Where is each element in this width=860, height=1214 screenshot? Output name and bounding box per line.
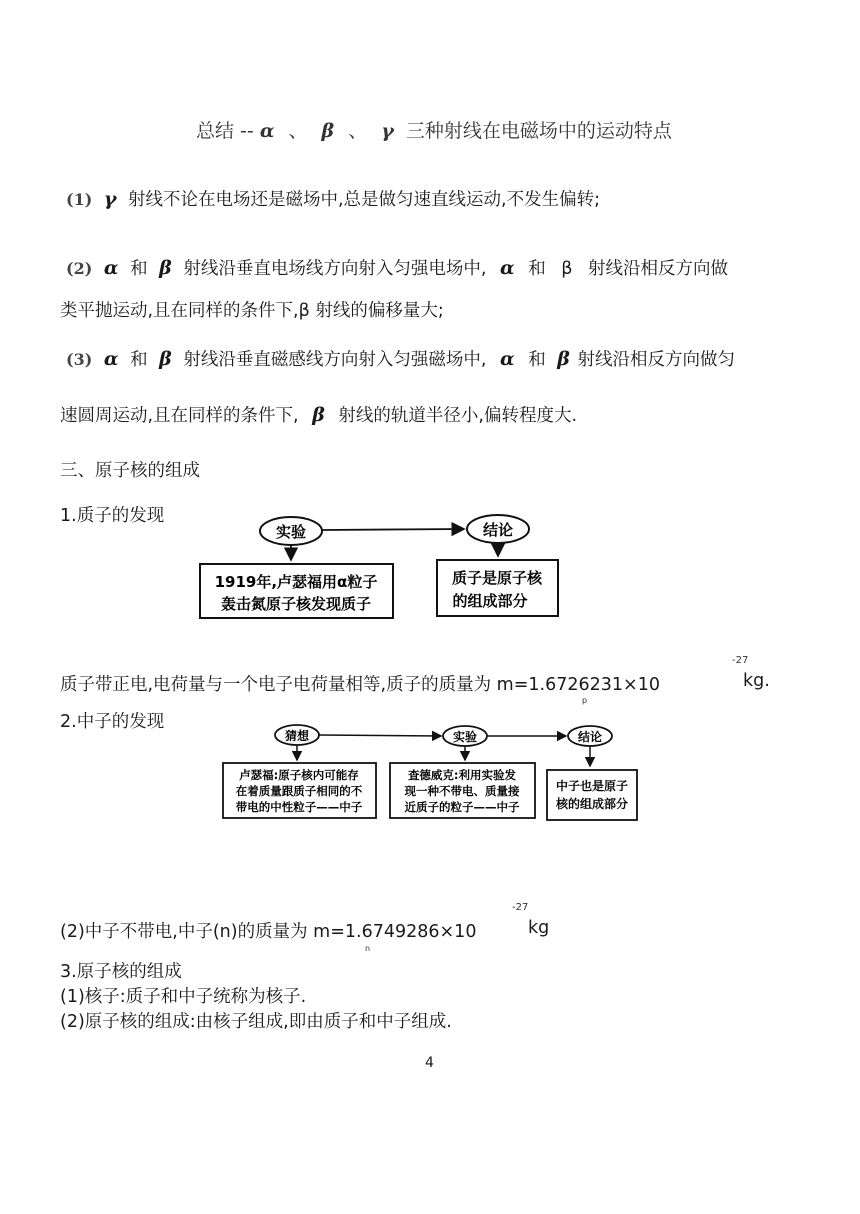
proton-subscript: p	[582, 696, 588, 705]
experiment-label: 实验	[452, 730, 478, 744]
neutron-text: (2)中子不带电,中子(n)的质量为 m	[60, 922, 331, 942]
conjunction: 和	[528, 259, 546, 279]
neutron-mass-value: =1.6749286×10	[330, 922, 477, 942]
conclusion-box-line: 核的组成部分	[555, 797, 629, 811]
proton-mass-value: =1.6726231×10	[513, 675, 660, 695]
neutron-mass-unit: kg	[528, 918, 550, 938]
alpha-symbol: α	[103, 257, 119, 279]
neutron-mass-text	[60, 918, 476, 943]
proton-exponent: -27	[732, 655, 749, 666]
point-1	[66, 186, 600, 211]
point-2-line-2: 类平抛运动,且在同样的条件下,β 射线的偏移量大;	[60, 301, 444, 321]
point-text: 速圆周运动,且在同样的条件下,	[60, 406, 299, 426]
proton-heading: 1.质子的发现	[60, 506, 165, 526]
point-number: (2)	[66, 259, 93, 278]
section-heading: 三、原子核的组成	[60, 461, 200, 481]
composition-line: (1)核子:质子和中子统称为核子.	[60, 987, 307, 1007]
conjunction: 和	[528, 350, 546, 370]
point-text: 射线不论在电场还是磁场中,总是做匀速直线运动,不发生偏转;	[127, 190, 601, 210]
point-text: 射线沿相反方向做匀	[577, 350, 735, 370]
guess-box-line: 带电的中性粒子——中子	[235, 800, 363, 814]
proton-mass-text	[60, 671, 660, 696]
point-3-line-1	[66, 346, 735, 371]
guess-box-line: 在着质量跟质子相同的不	[235, 784, 363, 798]
arrow	[322, 529, 464, 530]
separator: 、	[288, 120, 308, 142]
alpha-symbol: α	[499, 257, 515, 279]
beta-symbol: β	[321, 120, 335, 142]
point-text: 射线的轨道半径小,偏转程度大.	[338, 406, 578, 426]
proton-mass-unit: kg.	[743, 671, 770, 691]
conjunction: 和	[130, 350, 148, 370]
page-number: 4	[425, 1055, 434, 1071]
conclusion-box-line: 中子也是原子	[555, 779, 629, 793]
conjunction: 和	[130, 259, 148, 279]
beta-symbol: β	[159, 348, 172, 370]
point-2-line-1	[66, 255, 728, 280]
experiment-box-line: 近质子的粒子——中子	[404, 800, 520, 814]
guess-label: 猜想	[284, 729, 310, 743]
point-3-line-2	[60, 402, 577, 427]
beta-symbol: β	[557, 348, 570, 370]
alpha-symbol: α	[259, 120, 275, 142]
alpha-symbol: α	[499, 348, 515, 370]
arrow	[319, 735, 441, 736]
point-text: 射线沿垂直电场线方向射入匀强电场中,	[183, 259, 487, 279]
neutron-discovery-diagram	[218, 720, 646, 824]
point-number: (1)	[66, 190, 93, 209]
composition-heading: 3.原子核的组成	[60, 962, 182, 982]
experiment-box-line: 查德威克:利用实验发	[407, 768, 517, 782]
point-text: 射线沿相反方向做	[588, 259, 729, 279]
experiment-box-line: 轰击氮原子核发现质子	[220, 595, 372, 613]
summary-title	[196, 116, 672, 143]
neutron-exponent: -27	[512, 902, 529, 913]
conclusion-box-line: 质子是原子核	[451, 569, 543, 587]
guess-box-line: 卢瑟福:原子核内可能存	[239, 768, 359, 782]
point-number: (3)	[66, 350, 93, 369]
beta-symbol: β	[159, 257, 172, 279]
beta-symbol: β	[312, 404, 325, 426]
neutron-subscript: n	[365, 944, 371, 953]
experiment-box-line: 1919年,卢瑟福用α粒子	[214, 573, 378, 591]
conclusion-box-line: 的组成部分	[452, 592, 528, 610]
experiment-label: 实验	[275, 523, 307, 541]
proton-text: 质子带正电,电荷量与一个电子电荷量相等,质子的质量为 m	[60, 675, 514, 695]
alpha-symbol: α	[103, 348, 119, 370]
conclusion-box	[547, 770, 637, 820]
experiment-box-line: 现一种不带电、质量接	[404, 784, 520, 798]
gamma-symbol: γ	[103, 188, 117, 210]
title-prefix: 总结 --	[196, 120, 254, 142]
proton-discovery-diagram	[190, 508, 570, 626]
gamma-symbol: γ	[381, 120, 394, 142]
conclusion-label: 结论	[577, 730, 603, 744]
beta-plain: β	[561, 259, 573, 279]
separator: 、	[348, 120, 368, 142]
point-text: 射线沿垂直磁感线方向射入匀强磁场中,	[183, 350, 487, 370]
neutron-heading: 2.中子的发现	[60, 712, 165, 732]
composition-line: (2)原子核的组成:由核子组成,即由质子和中子组成.	[60, 1012, 452, 1032]
conclusion-label: 结论	[482, 521, 514, 539]
title-suffix: 三种射线在电磁场中的运动特点	[405, 120, 672, 142]
